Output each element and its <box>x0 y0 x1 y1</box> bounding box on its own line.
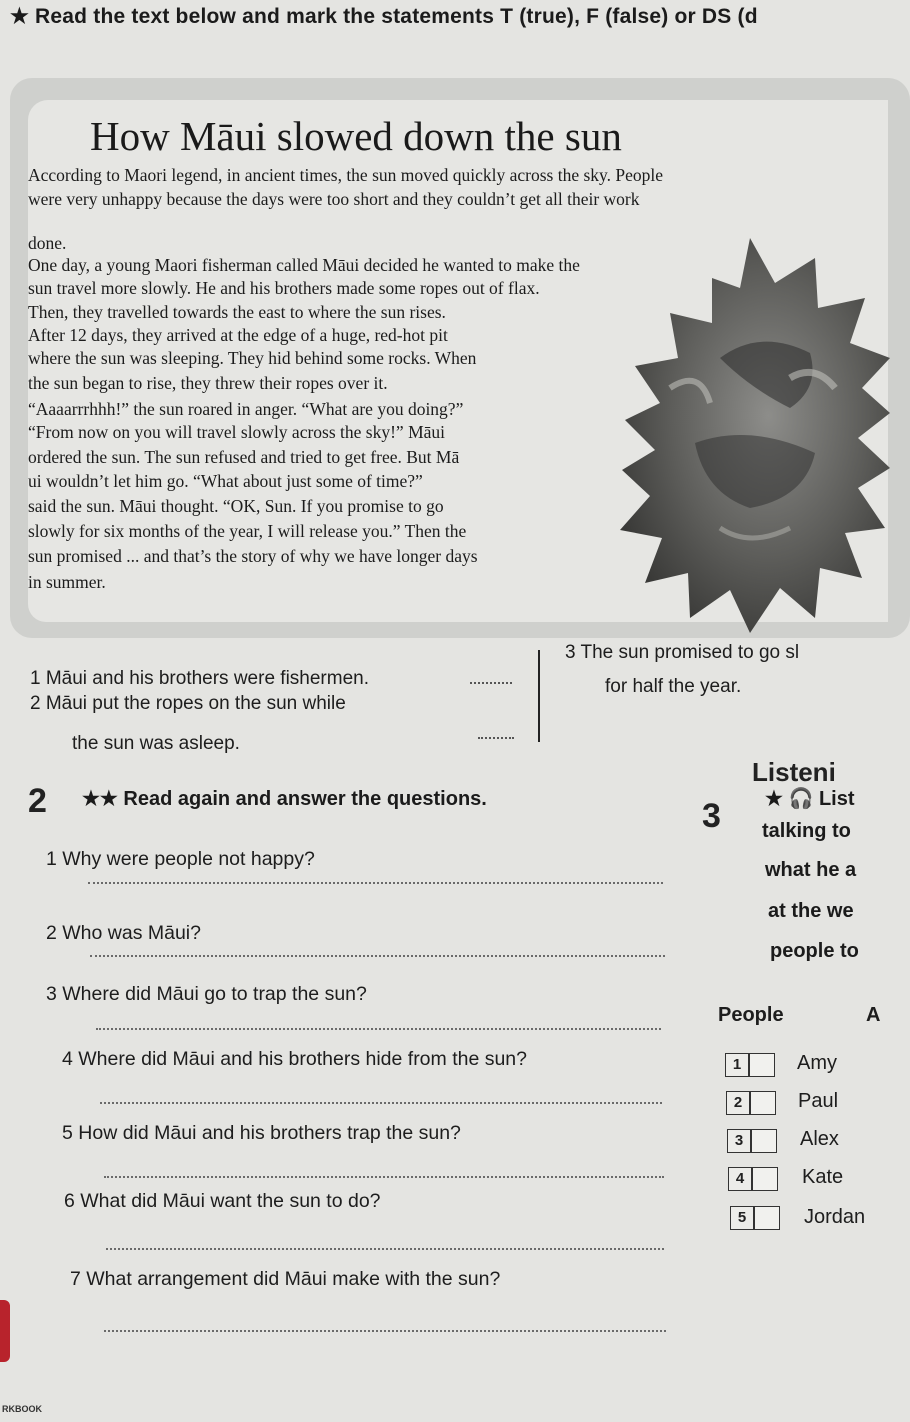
person-number-box: 2 <box>726 1091 750 1115</box>
answer-box[interactable] <box>750 1091 776 1115</box>
answer-line-4[interactable] <box>100 1102 662 1104</box>
statement-3: 3 The sun promised to go sl <box>565 642 800 663</box>
people-header: People <box>718 1004 784 1026</box>
exercise-2-number: 2 <box>28 782 47 820</box>
story-line: said the sun. Māui thought. “OK, Sun. If you promise to go <box>28 496 444 516</box>
story-line: One day, a young Maori fisherman called Māui decided he wanted to make the <box>28 255 580 275</box>
story-line: the sun began to rise, they threw their ropes over it. <box>28 373 388 393</box>
story-line: ordered the sun. The sun refused and tried to get free. But Mā <box>28 447 460 467</box>
answer-slot-2[interactable] <box>478 737 514 739</box>
exercise-3-instruction-line: at the we <box>768 900 854 922</box>
answer-line-2[interactable] <box>90 955 665 957</box>
person-name: Alex <box>800 1128 839 1150</box>
question-7: 7 What arrangement did Māui make with the sun? <box>70 1268 501 1290</box>
story-title: How Māui slowed down the sun <box>90 113 622 159</box>
statement-2: 2 Māui put the ropes on the sun while <box>30 693 346 714</box>
person-name: Paul <box>798 1090 839 1112</box>
person-number-box: 4 <box>728 1167 752 1191</box>
answer-box[interactable] <box>749 1053 775 1077</box>
answer-line-5[interactable] <box>104 1176 664 1178</box>
question-6: 6 What did Māui want the sun to do? <box>64 1190 381 1212</box>
answer-line-1[interactable] <box>88 882 663 884</box>
person-number-box: 5 <box>730 1206 754 1230</box>
exercise-3-instruction-line: what he a <box>765 859 857 881</box>
question-4: 4 Where did Māui and his brothers hide from the sun? <box>62 1048 528 1070</box>
exercise-1-instruction: ★ Read the text below and mark the statements T (true), F (false) or DS (d <box>10 5 758 28</box>
story-line: “Aaaarrrhhh!” the sun roared in anger. “What are you doing?” <box>28 399 464 419</box>
story-line: done. <box>28 233 67 253</box>
question-1: 1 Why were people not happy? <box>46 848 315 870</box>
question-5: 5 How did Māui and his brothers trap the sun? <box>62 1122 461 1144</box>
answer-slot-1[interactable] <box>470 682 512 684</box>
person-name: Kate <box>802 1166 844 1188</box>
story-line: “From now on you will travel slowly across the sky!” Māui <box>28 422 446 442</box>
story-line: where the sun was sleeping. They hid behind some rocks. When <box>28 348 477 368</box>
story-line: sun travel more slowly. He and his brothers made some ropes out of flax. <box>28 278 540 298</box>
answer-line-3[interactable] <box>96 1028 661 1030</box>
story-line: ui wouldn’t let him go. “What about just some of time?” <box>28 471 423 491</box>
statement-3-cont: for half the year. <box>605 676 742 697</box>
answer-box[interactable] <box>751 1129 777 1153</box>
answer-box[interactable] <box>754 1206 780 1230</box>
red-page-tab <box>0 1300 10 1362</box>
listening-title: Listeni <box>752 757 836 787</box>
person-name: Jordan <box>804 1206 866 1228</box>
story-line: After 12 days, they arrived at the edge of a huge, red-hot pit <box>28 325 448 345</box>
story-line: slowly for six months of the year, I will release you.” Then the <box>28 521 467 541</box>
column-divider <box>538 650 540 742</box>
person-number-box: 3 <box>727 1129 751 1153</box>
answer-line-6[interactable] <box>106 1248 664 1250</box>
answer-box[interactable] <box>752 1167 778 1191</box>
sun-illustration <box>600 238 890 638</box>
story-line: in summer. <box>28 572 106 592</box>
exercise-3-instruction-line: ★ 🎧 List <box>765 788 855 810</box>
story-line: sun promised ... and that’s the story of why we have longer days <box>28 546 478 566</box>
statement-2-cont: the sun was asleep. <box>72 733 240 754</box>
story-line: Then, they travelled towards the east to where the sun rises. <box>28 302 446 322</box>
story-line: were very unhappy because the days were too short and they couldn’t get all their work <box>28 189 640 209</box>
activities-header: A <box>866 1004 881 1026</box>
exercise-3-instruction-line: people to <box>770 940 859 962</box>
exercise-3-number: 3 <box>702 797 721 835</box>
statement-1: 1 Māui and his brothers were fishermen. <box>30 668 369 689</box>
question-3: 3 Where did Māui go to trap the sun? <box>46 983 367 1005</box>
exercise-2-heading: ★★ Read again and answer the questions. <box>82 788 487 810</box>
exercise-3-instruction-line: talking to <box>762 820 851 842</box>
person-number-box: 1 <box>725 1053 749 1077</box>
footer-text: RKBOOK <box>2 1404 42 1414</box>
question-2: 2 Who was Māui? <box>46 922 201 944</box>
answer-line-7[interactable] <box>104 1330 666 1332</box>
story-line: According to Maori legend, in ancient times, the sun moved quickly across the sky. People <box>28 165 664 185</box>
person-name: Amy <box>797 1052 837 1074</box>
